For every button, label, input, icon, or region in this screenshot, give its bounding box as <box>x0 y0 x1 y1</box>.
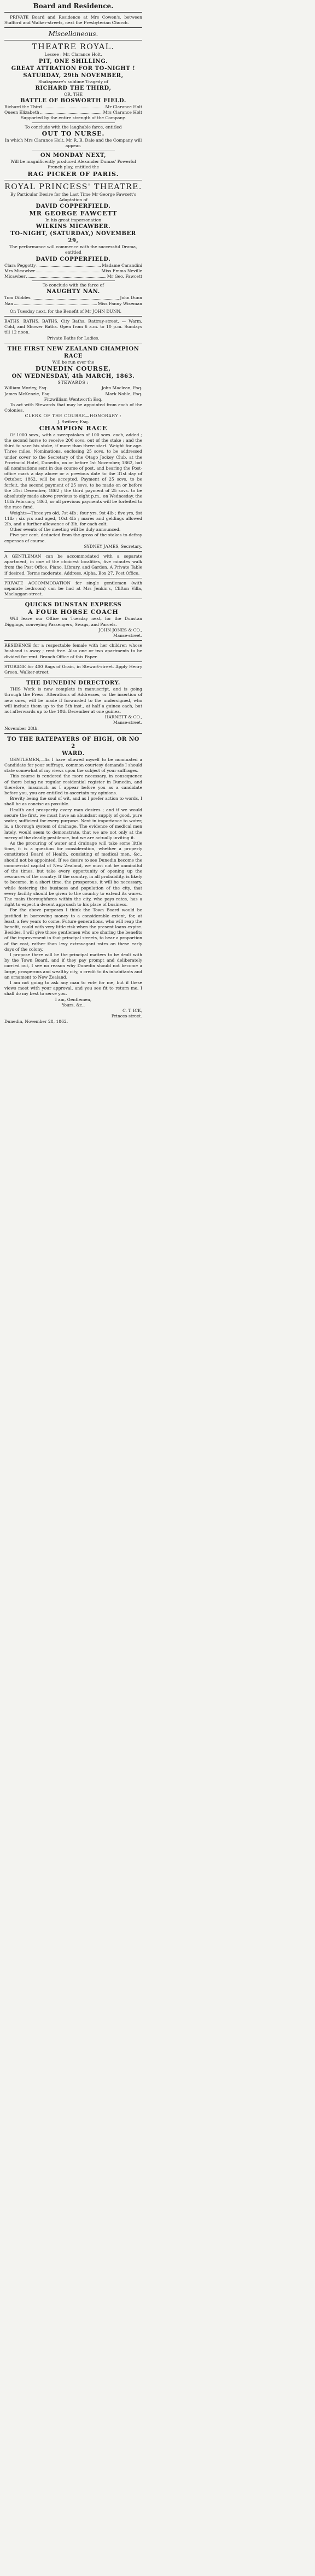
subplay-title: BATTLE OF BOSWORTH FIELD. <box>20 98 126 104</box>
letter-paragraph: I am not going to ask any man to vote for me, but if these views meet with your approval, and you see fit to return me, I shall do my best to serve you. <box>4 980 142 997</box>
express-body: Will leave our Office on Tuesday next, for the Dunstan Diggings, conveying Passengers, Swags, and Parcels. <box>4 616 142 627</box>
pit-price: PIT, ONE SHILLING. <box>38 58 108 65</box>
farce-title: NAUGHTY NAN. <box>46 289 100 295</box>
impersonation: In his great impersonation <box>45 218 102 223</box>
race-date: ON WEDNESDAY, 4th MARCH, 1863. <box>11 373 135 380</box>
tuesday-benefit: On Tuesday next, for the Benefit of Mr JOHN DUNN. <box>10 308 122 314</box>
tragedy-line: Shakspeare's sublime Tragedy of <box>38 79 108 84</box>
divider <box>4 640 142 641</box>
storage-ad: STORAGE for 400 Bags of Grain, in Stewart-street. Apply Henry Green, Walker-street. <box>4 664 142 675</box>
directory-body: THIS Work is now complete in manuscript, and is going through the Press. Alterations of Addresses, or the insertion of new ones, will be made if forwarded to the undersigned, who will include them up to the 5th inst., at half a guinea each, but not afterwards up to the 10th December at one guinea. <box>4 687 142 715</box>
section-heading-misc: Miscellaneous. <box>48 30 98 38</box>
race-other: Other events of the meeting will be duly announced. <box>10 527 121 532</box>
express-place: Manse-street. <box>113 633 142 639</box>
letter-date: Dunedin, November 28, 1862. <box>4 1019 68 1024</box>
monday-heading: ON MONDAY NEXT, <box>40 153 107 159</box>
cast-line: Richard the Third Mr Clarance Holt <box>4 104 142 110</box>
directory-heading: THE DUNEDIN DIRECTORY. <box>26 680 121 687</box>
dunedin-directory-ad <box>4 680 142 731</box>
ratepayers-heading-2: WARD. <box>62 750 85 757</box>
letter-paragraph: As the procuring of water and drainage will take some little time, it is a question for consideration, whether a properly constituted Board of Health, consisting of medical men, &c., should not be appointed. If we desire to see Dunedin become the commercial capital of New Zealand, we must not be unmindful of the times, but take every opportunity of opening up the resources of the country. If the country, in all probability, is likely to become, in a short time, the prosperous, it will be necessary, while fostering the business and population of the city, that every facility should be given to the country to extend its wares. The main thoroughfares within the city, who pays rates, has a right to expect a decent approach to his place of business. <box>4 840 142 908</box>
letter-paragraph: For the above purposes I think the Town Board would be justified in borrowing money to a considerable extent, for, at least, a few years to come. Future generations, who will reap the benefit, could with very little risk when the present loans expire. Besides, I will give those gentlemen who are sharing the benefits of the improvement in that principal streets, to bear a proportion of the cost, rather than levy extravagant rates on these early days of the colony. <box>4 908 142 952</box>
letter-paragraph: This course is rendered the more necessary, in consequence of there being no regular residential register in Dunedin, and therefore, inasmuch as I appear before you as a candidate before you, you are entitled to ascertain my opinions. <box>4 774 142 796</box>
cast-line: Micawber Mr Geo. Fawcett <box>4 274 142 279</box>
divider <box>4 733 142 734</box>
dunstan-express-ad <box>4 601 142 639</box>
cast-line: Tom Dibbles John Dunn <box>4 295 142 301</box>
farce-note: In which Mrs Clarance Holt, Mr R. B. Dale and the Company will appear. <box>4 137 142 149</box>
attraction: GREAT ATTRATION FOR TO-NIGHT ! <box>11 65 136 72</box>
champion-race-ad <box>4 346 142 549</box>
letter-paragraph: GENTLEMEN,—As I have allowed myself to be nominated a Candidate for your suffrage, common courtesy demands I should state somewhat of my views upon the subject of your suffrages. <box>4 757 142 774</box>
baths-private: Private Baths for Ladies. <box>47 335 100 341</box>
gentleman-ad: A GENTLEMAN can be accommodated with a separate apartment, in one of the choicest localities, five minutes walk from the Post Office. Piano, Library, and Garden. A Private Table if desired. Terms moderate. Address, Alpha, Box 27, Post Office. <box>4 553 142 576</box>
race-body: Of 1000 sovs., with a sweepstakes of 100 sovs. each, added ; the second horse to receive 200 sovs. out of the stake ; and the third to save his stake, if more than three start. Weight for age. Three miles. Nominations, enclosing 25 sovs. to be addressed under cover to the Secretary of the Otago Jockey Club, at the Provincial Hotel, Dunedin, on or before 1st November, 1862, but all nominations sent in due course of post, and bearing the Post-office mark a day above or a previous date to the 31st day of October, 1862, will be accepted. Payment of 25 sovs. to be forfeit, the second payment of 25 sovs. to be made on or before the 31st December, 1862 ; the third payment of 25 sovs. to be absolutely made above previous to eight p.m., on Wednesday, the 18th February, 1863, or all previous payments will be forfeited to the race fund. <box>4 432 142 510</box>
farce-title: OUT TO NURSE. <box>42 130 105 137</box>
divider <box>4 316 142 317</box>
theatre-royal-ad <box>4 43 142 178</box>
divider <box>4 27 142 28</box>
letter-signature: C. T. ICK, <box>122 1008 142 1013</box>
cast-line: Mrs Micawber Miss Emma Neville <box>4 268 142 273</box>
judge: J. Switzer, Esq. <box>57 419 89 424</box>
board-residence-ad: PRIVATE Board and Residence at Mrs Cowen's, between Stafford and Walker-streets, next the Presbyterian Church. <box>4 15 142 26</box>
divider <box>32 280 114 281</box>
or-line: OR, THE <box>63 91 83 97</box>
princess-intro: By Particular Desire for the Last Time Mr George Fawcett's Adaptation of <box>10 191 137 202</box>
letter-paragraph: I propose there will be the principal matters to be dealt with by the Town Board, and if they pay prompt and deliberately carried out, I see no reason why Dunedin should not become a large, prosperous and wealthy city, a credit to its inhabitants and an ornament to New Zealand. <box>4 952 142 980</box>
directory-place: Manse-street. <box>113 720 142 725</box>
letter-close: Yours, &c., <box>61 1002 85 1008</box>
letter-paragraph: Health and prosperity every man desires ; and if we would secure the first, we must have an abundant supply of good, pure water, sufficient for every purpose. Next in importance to water, is, a thorough system of drainage. The evidence of medical men lately, would seem to demonstrate, that we are not only at the mercy of the deadly pestilence, but we are actually inviting it. <box>4 807 142 840</box>
princess-play-2: DAVID COPPERFIELD. <box>36 256 111 262</box>
tonight: TO-NIGHT, (SATURDAY,) NOVEMBER 29, <box>10 231 136 244</box>
clerk-heading: CLERK OF THE COURSE—HONORARY : <box>25 413 122 419</box>
monday-play: RAG PICKER OF PARIS. <box>27 170 119 178</box>
cast-line: Clara Peggotty Madame Carandini <box>4 262 142 268</box>
letter-paragraph: Brevity being the soul of wit, and as I prefer action to words, I shall be as concise as possible. <box>4 796 142 807</box>
baths-ad <box>4 319 142 341</box>
play-title: RICHARD THE THIRD, <box>35 85 112 91</box>
stewards-heading: STEWARDS : <box>57 380 89 385</box>
princess-play: DAVID COPPERFIELD. <box>36 203 111 210</box>
performance-date: SATURDAY, 29th NOVEMBER, <box>23 72 124 79</box>
princess-theatre-title: ROYAL PRINCESS' THEATRE. <box>4 182 142 191</box>
race-heading: THE FIRST NEW ZEALAND CHAMPION <box>7 346 139 352</box>
stewards-row: William Morley, Esq. John Maclean, Esq. <box>4 385 142 391</box>
directory-signature: HARNETT & CO., <box>104 715 142 720</box>
theatre-royal-title: THEATRE ROYAL. <box>32 43 115 52</box>
residence-ad: RESIDENCE for a respectable female with her children whose husband is away ; rent free. Also one or two apartments to be divided for rent. Branch Office of this Paper. <box>4 643 142 659</box>
express-signature: JOHN JONES & CO., <box>98 627 142 633</box>
express-sub: A FOUR HORSE COACH <box>28 608 119 616</box>
princess-theatre-ad <box>4 183 142 314</box>
conclude-line: To conclude with the laughable farce, entitled <box>25 124 122 130</box>
commence-line: The performance will commence with the successful Drama, entitled <box>9 244 137 255</box>
race-five-percent: Five per cent. deducted from the gross of the stakes to defray expenses of course. <box>4 532 142 543</box>
champion-heading: CHAMPION RACE <box>39 424 108 432</box>
steward-last: Fitzwilliam Wentworth Esq. <box>44 396 103 402</box>
letter-signature-place: Princes-street. <box>111 1014 142 1019</box>
race-heading-2: RACE <box>63 353 83 359</box>
cast-line: Queen Elizabeth Mrs Clarance Holt <box>4 110 142 115</box>
divider <box>4 12 142 13</box>
steward-note: To act with Stewards that may be appointed from each of the Colonies. <box>4 402 142 413</box>
race-weights: Weights—Three yrs old, 7st 4lb ; four yrs, 9st 4lb ; five yrs, 9st 11lb ; six yrs and aged, 10st 4lb ; mares and geldings allowed 2lb, and a further allowance of 3lb, for each colt. <box>4 510 142 526</box>
advertisement-column <box>4 0 142 1025</box>
divider <box>32 122 114 123</box>
support-line: Supported by the entire strength of the Company. <box>20 115 126 121</box>
divider <box>4 661 142 662</box>
private-accommodation-ad: PRIVATE ACCOMMODATION for single gentlemen (with separate bedroom) can be had at Mrs Jenkin's, Clifton Villa, Maclaggan-street. <box>4 580 142 597</box>
letter-salutation: I am, Gentlemen, <box>55 997 92 1002</box>
race-run: Will be run over the <box>52 359 95 365</box>
directory-date: November 28th. <box>4 725 39 731</box>
divider <box>4 551 142 552</box>
section-heading-board: Board and Residence. <box>33 2 114 10</box>
cast-line: Nan Miss Fanny Wiseman <box>4 301 142 306</box>
monday-text: Will be magnificently produced Alexander Dumas' Powerful French play, entitled the <box>10 159 136 170</box>
ratepayers-letter <box>4 736 142 1025</box>
express-heading: QUICKS DUNSTAN EXPRESS <box>25 602 122 608</box>
race-signature: SYDNEY JAMES, Secretary. <box>84 543 142 549</box>
ratepayers-heading: TO THE RATEPAYERS OF HIGH, OR NO 2 <box>7 736 139 750</box>
race-course: DUNEDIN COURSE, <box>35 365 112 373</box>
character: WILKINS MICAWBER. <box>36 224 111 230</box>
conclude-line: To conclude with the farce of <box>42 283 104 288</box>
lessee: Lessee : Mr. Clarance Holt. <box>44 52 102 57</box>
stewards-row: James McKenzie, Esq. Mark Noble, Esq. <box>4 391 142 396</box>
princess-actor: MR GEORGE FAWCETT <box>29 210 118 218</box>
baths-text: BATHS. BATHS. BATHS. City Baths, Rattray-street, — Warm, Cold, and Shower Baths. Open from 6 a.m. to 10 p.m. Sundays till 12 noon. <box>4 319 142 335</box>
